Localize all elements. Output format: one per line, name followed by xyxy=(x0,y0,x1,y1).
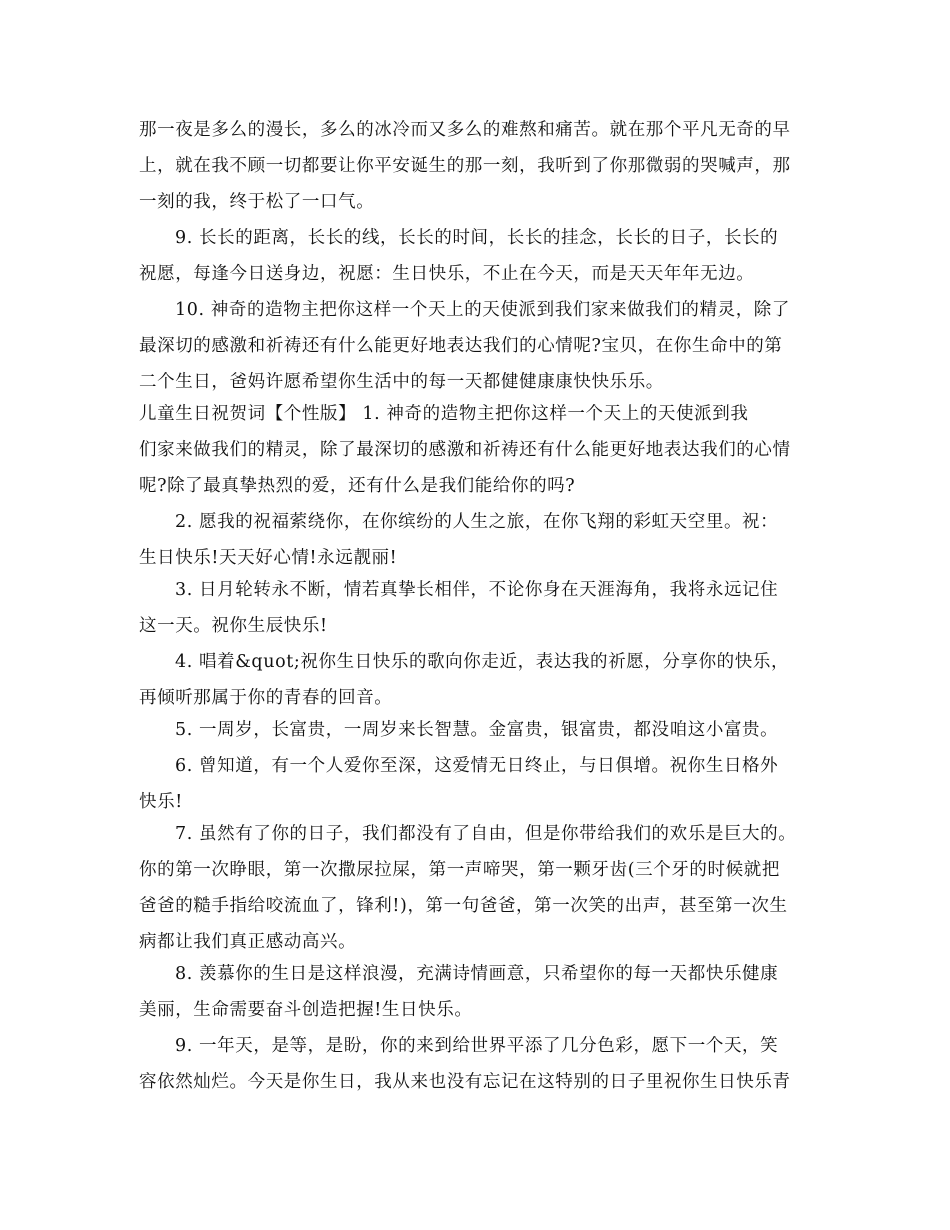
text-line: 这一天。祝你生辰快乐! xyxy=(139,616,328,636)
text-line: 4. 唱着&quot;祝你生日快乐的歌向你走近，表达我的祈愿，分享你的快乐， xyxy=(175,652,790,672)
text-line: 9. 一年天，是等，是盼，你的来到给世界平添了几分色彩，愿下一个天，笑 xyxy=(175,1036,779,1056)
text-line: 8. 羡慕你的生日是这样浪漫，充满诗情画意，只希望你的每一天都快乐健康 xyxy=(175,964,779,984)
text-line: 们家来做我们的精灵，除了最深切的感激和祈祷还有什么能更好地表达我们的心情 xyxy=(139,440,791,460)
text-line: 上，就在我不顾一切都要让你平安诞生的那一刻，我听到了你那微弱的哭喊声，那 xyxy=(139,156,791,176)
text-line: 那一夜是多么的漫长，多么的冰冷而又多么的难熬和痛苦。就在那个平凡无奇的早 xyxy=(139,120,791,140)
text-line: 你的第一次睁眼，第一次撒尿拉屎，第一声啼哭，第一颗牙齿(三个牙的时候就把 xyxy=(139,860,780,880)
text-line: 10. 神奇的造物主把你这样一个天上的天使派到我们家来做我们的精灵，除了 xyxy=(175,300,790,320)
text-line: 美丽，生命需要奋斗创造把握!生日快乐。 xyxy=(139,1000,473,1020)
text-line: 2. 愿我的祝福萦绕你，在你缤纷的人生之旅，在你飞翔的彩虹天空里。祝： xyxy=(175,512,779,532)
text-line: 病都让我们真正感动高兴。 xyxy=(139,932,357,952)
text-line: 二个生日，爸妈许愿希望你生活中的每一天都健健康康快快乐乐。 xyxy=(139,372,664,392)
text-line: 最深切的感激和祈祷还有什么能更好地表达我们的心情呢?宝贝，在你生命中的第 xyxy=(139,336,783,356)
text-line: 生日快乐!天天好心情!永远靓丽! xyxy=(139,548,398,568)
text-line: 6. 曾知道，有一个人爱你至深，这爱情无日终止，与日俱增。祝你生日格外 xyxy=(175,756,779,776)
text-line: 祝愿，每逢今日送身边，祝愿：生日快乐，不止在今天，而是天天年年无边。 xyxy=(139,264,755,284)
text-line: 9. 长长的距离，长长的线，长长的时间，长长的挂念，长长的日子，长长的 xyxy=(175,228,779,248)
text-line: 3. 日月轮转永不断，情若真挚长相伴，不论你身在天涯海角，我将永远记住 xyxy=(175,580,779,600)
text-line: 爸爸的糙手指给咬流血了，锋利!)，第一句爸爸，第一次笑的出声，甚至第一次生 xyxy=(139,896,788,916)
text-line: 7. 虽然有了你的日子，我们都没有了自由，但是你带给我们的欢乐是巨大的。 xyxy=(175,824,797,844)
text-line: 5. 一周岁，长富贵，一周岁来长智慧。金富贵，银富贵，都没咱这小富贵。 xyxy=(175,720,779,740)
text-line: 一刻的我，终于松了一口气。 xyxy=(139,192,375,212)
text-line: 再倾听那属于你的青春的回音。 xyxy=(139,688,393,708)
text-line: 容依然灿烂。今天是你生日，我从来也没有忘记在这特别的日子里祝你生日快乐青 xyxy=(139,1072,791,1092)
text-line: 呢?除了最真挚热烈的爱，还有什么是我们能给你的吗? xyxy=(139,476,576,496)
text-line: 快乐! xyxy=(139,792,183,812)
section-heading-line: 儿童生日祝贺词【个性版】 1. 神奇的造物主把你这样一个天上的天使派到我 xyxy=(139,404,749,424)
